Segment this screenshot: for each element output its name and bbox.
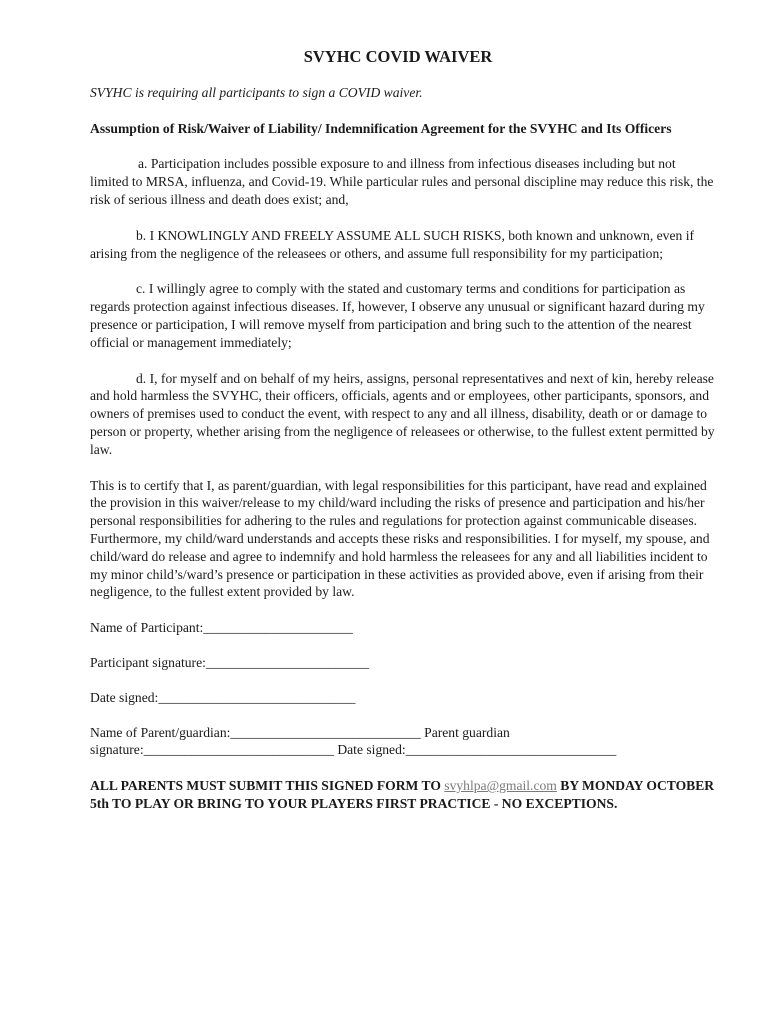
notice-text-before: ALL PARENTS MUST SUBMIT THIS SIGNED FORM TO (90, 778, 445, 794)
clause-c: c. I willingly agree to comply with the stated and customary terms and conditions for participation as regards protection against infectious diseases. If, however, I observe any unusual or significant hazard during my presence or participation, I will remove myself from participation and bring such to the attention of the nearest official or management immediately; (90, 281, 705, 350)
clause-a: a. Participation includes possible exposure to and illness from infectious diseases including but not limited to MRSA, influenza, and Covid-19. While particular rules and personal discipline may reduce this risk, the risk of serious illness and death does exist; and, (90, 156, 714, 207)
date-signed-field[interactable]: Date signed:_____________________________ (90, 689, 356, 705)
document-subtitle: SVYHC is requiring all participants to sign a COVID waiver. (90, 84, 423, 100)
certification-paragraph: This is to certify that I, as parent/guardian, with legal responsibilities for this participant, have read and explained the provision in this waiver/release to my child/ward including the risks of presence and participation and his/her personal responsibilities for adhering to the rules and regulations for protection against communicable diseases. Furthermore, my child/ward understands and accepts these risks and responsibilities. I for myself, my spouse, and child/ward do release and agree to indemnify and hold harmless the releasees for any and all liabilities incident to my minor child’s/ward’s presence or participation in these activities as provided above, even if arising from their negligence, to the fullest extent provided by law. (90, 477, 710, 600)
document-title: SVYHC COVID WAIVER (303, 47, 493, 66)
notice-text-after: BY MONDAY OCTOBER 5th TO PLAY OR BRING TO YOUR PLAYERS FIRST PRACTICE - NO EXCEPTIONS. (90, 778, 715, 811)
submission-notice (90, 777, 716, 813)
parent-name-field[interactable]: Name of Parent/guardian:____________________________ Parent guardian (90, 724, 510, 740)
clause-b: b. I KNOWLINGLY AND FREELY ASSUME ALL SUCH RISKS, both known and unknown, even if arising from the negligence of the releasees or others, and assume full responsibility for my participation; (90, 227, 695, 261)
participant-name-field[interactable]: Name of Participant:______________________ (90, 620, 353, 636)
email-link[interactable]: svyhlpa@gmail.com (444, 778, 557, 794)
clause-d: d. I, for myself and on behalf of my heirs, assigns, personal representatives and next of kin, hereby release and hold harmless the SVYHC, their officers, officials, agents and or employees, other participants, sponsors, and owners of premises used to conduct the event, with respect to any and all illness, disability, death or or damage to person or property, whether arising from the negligence of releasees or otherwise, to the fullest extent permitted by law. (90, 370, 715, 457)
agreement-heading: Assumption of Risk/Waiver of Liability/ Indemnification Agreement for the SVYHC and Its Officers (90, 120, 672, 136)
parent-signature-block (90, 724, 716, 760)
participant-signature-field[interactable]: Participant signature:________________________ (90, 654, 370, 670)
parent-signature-date-field[interactable]: signature:____________________________ Date signed:_______________________________ (90, 742, 617, 758)
